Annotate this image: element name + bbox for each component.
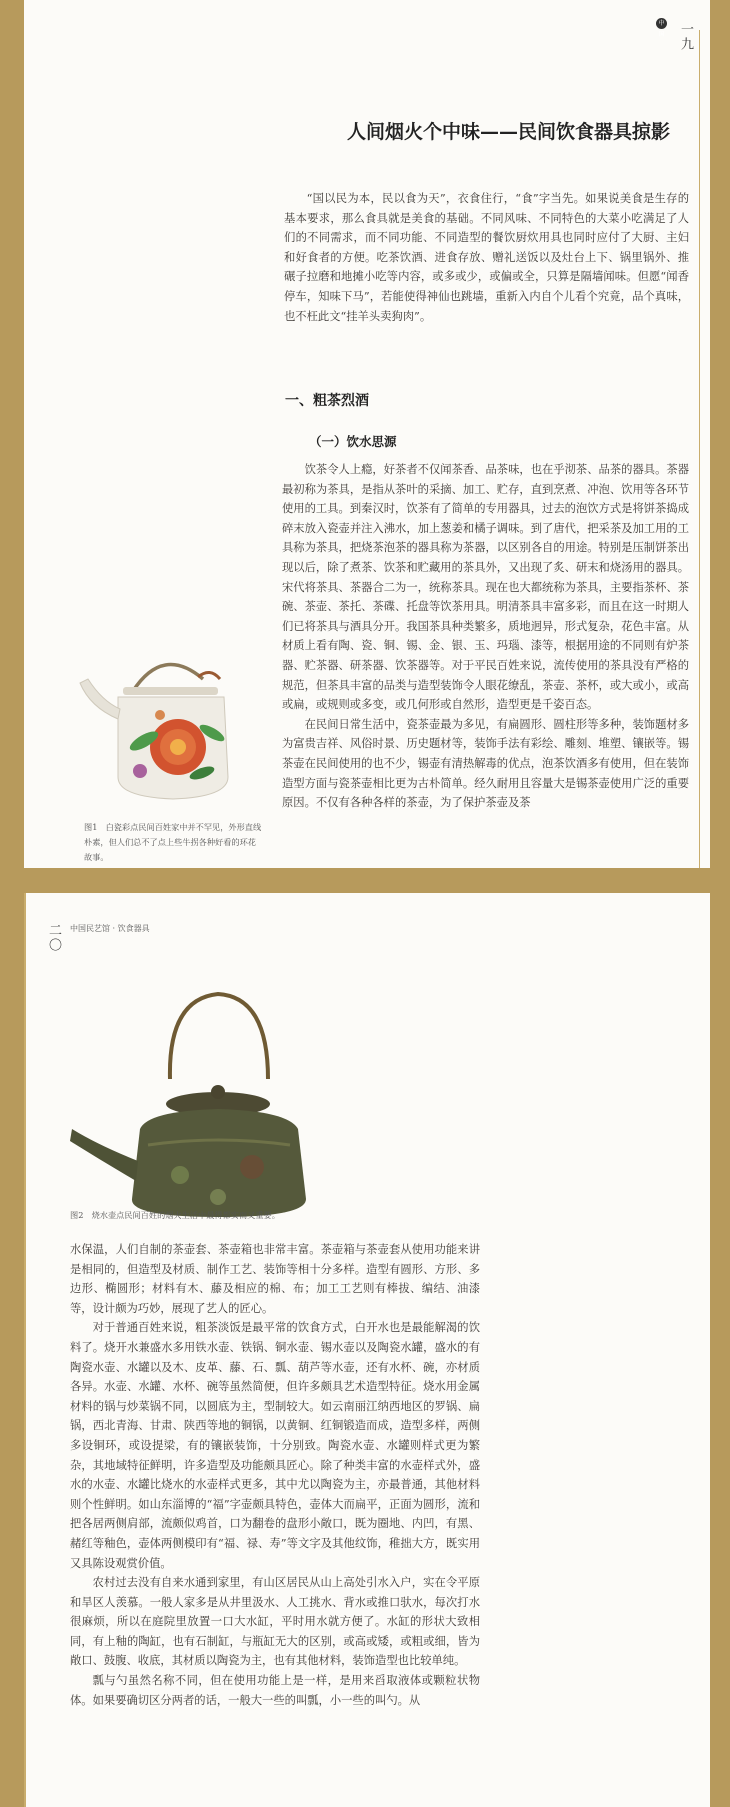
subsection-heading-drink-water: （一）饮水思源 bbox=[309, 434, 397, 449]
article-title: 人间烟火个中味——民间饮食器具掠影 bbox=[347, 121, 671, 143]
page-number-19: 一九 bbox=[678, 22, 693, 52]
body-paragraph: 在民间日常生活中，瓷茶壶最为多见，有扁圆形、圆柱形等多种，装饰题材多为富贵吉祥、风俗时景、历史题材等，装饰手法有彩绘、雕刻、堆塑、镶嵌等。锡茶壶在民间使用的也不少，锡壶有清热解毒的优点，泡茶饮酒多有使用，但在装饰造型方面与瓷茶壶相比更为古朴简单。经久耐用且容量大是锡茶壶使用广泛的重要原因。不仅有各种各样的茶壶，为了保护茶壶及茶 bbox=[282, 717, 689, 810]
body-paragraph: 瓢与勺虽然名称不同，但在使用功能上是一样，是用来舀取液体或颗粒状物体。如果要确切区分两者的话，一般大一些的叫瓢，小一些的叫勺。从 bbox=[70, 1674, 480, 1707]
body-paragraph: 农村过去没有自来水通到家里，有山区居民从山上高处引水入户，实在令平原和旱区人羡慕。一般人家多是从井里汲水、人工挑水、背水或推口驮水，每次打水很麻烦，所以在庭院里放置一口大水缸，平时用水就方便了。水缸的形状大致相同，有上釉的陶缸，也有石制缸，与瓶缸无大的区别，或高或矮，或粗或细，皆为敞口、鼓腹、收底，其材质以陶瓷为主，也有其他材料，装饰造型也比较单纯。 bbox=[70, 1576, 480, 1668]
running-header: 中国民艺馆 · 饮食器具 bbox=[70, 924, 150, 933]
figure-1-caption: 图1 白瓷彩点民间百姓家中并不罕见，外形直线朴素，但人们总不了点上些牛拐各种好看的环花故事。 bbox=[84, 822, 262, 862]
body-paragraph: 饮茶令人上瘾，好茶者不仅闻茶香、品茶味，也在乎沏茶、品茶的器具。茶器最初称为茶具，是指从茶叶的采摘、加工、贮存，直到烹煮、冲泡、饮用等各环节使用的工具。到秦汉时，饮茶有了简单的专用器具，过去的泡饮方式是将饼茶捣成碎末放入瓷壶并注入沸水，加上葱姜和橘子调味。到了唐代，把采茶及加工用的工具称为茶具，把烧茶泡茶的器具称为茶器，以区别各自的用途。特别是压制饼茶出现以后，除了煮茶、饮茶和贮藏用的茶具外，又出现了炙、研末和烧汤用的器具。宋代将茶具、茶器合二为一，统称茶具。现在也大都统称为茶具，主要指茶杯、茶碗、茶壶、茶托、茶碟、托盘等饮茶用具。明清茶具丰富多彩，而且在这一时期人们已将茶具与酒具分开。我国茶具种类繁多，质地迥异，形式复杂，花色丰富。从材质上看有陶、瓷、铜、锡、金、银、玉、玛瑙、漆等，根据用途的不同则有炉茶器、贮茶器、研茶器、饮茶器等。对于平民百姓来说，流传使用的茶具没有严格的规范，但茶具丰富的品类与造型装饰令人眼花缭乱，茶壶、茶杯，或大或小，或高或扁，或规则或多变，或几何形或自然形，造型更是千姿百态。 bbox=[282, 463, 689, 712]
body-paragraph: 对于普通百姓来说，粗茶淡饭是最平常的饮食方式，白开水也是最能解渴的饮料了。烧开水兼盛水多用铁水壶、铁锅、铜水壶、锡水壶以及陶瓷水罐，盛水的有陶瓷水壶、水罐以及木、皮革、藤、石、瓢、葫芦等水壶，还有水杯、碗，亦材质各异。水壶、水罐、水杯、碗等虽然简便，但许多颇具艺术造型特征。烧水用金属材料的锅与炒菜锅不同，以圆底为主，型制较大。如云南丽江纳西地区的罗锅、扁锅，西北青海、甘肃、陕西等地的铜锅，以黄铜、红铜锻造而成，造型多样，两侧多设铜环，或设提梁，有的镶嵌装饰，十分别致。陶瓷水壶、水罐则样式更为繁杂，其地域特征鲜明，许多造型及功能颇具匠心。除了种类丰富的水壶样式外，盛水的水壶、水罐比烧水的水壶样式更多，其中尤以陶瓷为主，亦最普通，其他材料则个性鲜明。如山东淄博的“福”字壶颇具特色，壶体大而扁平，正面为圆形，流和把各居两侧肩部，流颇似鸡首，口为翻卷的盘形小敞口，既为圈地、内凹，有黑、赭红等釉色，壶体两侧模印有“福、禄、寿”等文字及其他纹饰，稚拙大方，既实用又具陈设观赏价值。 bbox=[70, 1321, 480, 1570]
body-paragraph: 水保温，人们自制的茶壶套、茶壶箱也非常丰富。茶壶箱与茶壶套从使用功能来讲是相同的，但造型及材质、制作工艺、装饰等相十分多样。造型有圆形、方形、多边形、椭圆形；材料有木、藤及相应的棉、布；加工工艺则有棒拔、编结、油漆等，设计颇为巧妙，展现了艺人的匠心。 bbox=[70, 1243, 480, 1315]
body-text-page19 bbox=[282, 460, 689, 813]
gold-rule-left bbox=[24, 893, 26, 1807]
gold-rule-right bbox=[699, 30, 700, 868]
body-text-page20 bbox=[70, 1240, 480, 1710]
page-bottom bbox=[24, 893, 710, 1807]
porcelain-teapot-image bbox=[78, 649, 248, 804]
page-top bbox=[24, 0, 710, 868]
publisher-badge: 中国 bbox=[656, 18, 667, 29]
figure-2-caption: 图2 烧水壶点民间百姓的烟火生活中最得都实而又重要。 bbox=[70, 1210, 280, 1220]
page-number-20: 二〇 bbox=[46, 923, 61, 953]
intro-paragraph: “国以民为本，民以食为天”，衣食住行，“食”字当先。如果说美食是生存的基本要求，那么食具就是美食的基础。不同风味、不同特色的大菜小吃满足了人们的不同需求，而不同功能、不同造型的餐饮厨炊用具也同时应付了大厨、主妇和好食者的方便。吃茶饮酒、进食存放、赠礼送饭以及灶台上下、锅里锅外、推碾子拉磨和地摊小吃等内容，或多或少，或偏或全，只算是隔墙闻味。但愿“闻香停车，知味下马”，若能使得神仙也跳墙，重新入内自个儿看个究竟，品个真味，也不枉此文“挂羊头卖狗肉”。 bbox=[284, 192, 689, 323]
iron-kettle-image bbox=[68, 949, 338, 1219]
section-heading-tea-wine: 一、粗茶烈酒 bbox=[285, 393, 369, 409]
